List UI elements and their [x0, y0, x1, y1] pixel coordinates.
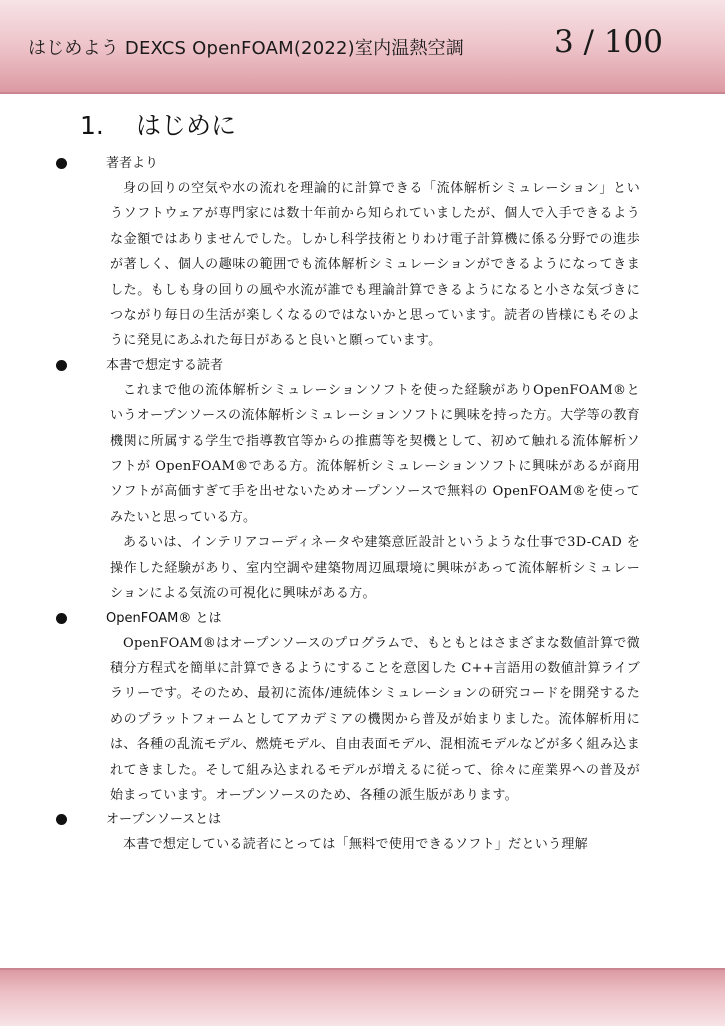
- bullet-icon: [56, 613, 67, 624]
- paragraph: 本書で想定している読者にとっては「無料で使用できるソフト」だという理解: [123, 837, 588, 853]
- bullet-icon: [56, 360, 67, 371]
- section-heading: OpenFOAM® とは: [56, 607, 640, 631]
- chapter-number: 1.: [80, 111, 104, 140]
- paragraph: これまで他の流体解析シミュレーションソフトを使った経験がありOpenFOAM®というオープンソースの流体解析シミュレーションソフトに興味を持った方。大学等の教育機関に所属する学生で指導教官等からの推薦等を契機として、初めて触れる流体解析ソフトが OpenFOAM®である方。流体解析シミュレーションソフトに興味があるが商用ソフトが高価すぎて手を出せないためオープンソースで無料の OpenFOAM®を使ってみたいと思っている方。: [110, 382, 640, 525]
- section-openfoam: [80, 607, 640, 809]
- page-content: [80, 108, 640, 858]
- paragraph: OpenFOAM®はオープンソースのプログラムで、もともとはさまざまな数値計算で微積分方程式を簡単に計算できるようにすることを意図した C++言語用の数値計算ライブラリーです。そのため、最初に流体/連続体シミュレーションの研究コードを開発するためのプラットフォームとしてアカデミアの機関から普及が始まりました。流体解析用には、各種の乱流モデル、燃焼モデル、自由表面モデル、混相流モデルなどが多く組み込まれてきました。そして組み込まれるモデルが増えるに従って、徐々に産業界への普及が始まっています。オープンソースのため、各種の派生版があります。: [110, 635, 640, 803]
- chapter-title: はじめに: [136, 111, 237, 140]
- page-number: 3 / 100: [553, 24, 663, 60]
- paragraph: 身の回りの空気や水の流れを理論的に計算できる「流体解析シミュレーション」というソフトウェアが専門家には数十年前から知られていましたが、個人で入手できるような金額ではありませんでした。しかし科学技術とりわけ電子計算機に係る分野での進歩が著しく、個人の趣味の範囲でも流体解析シミュレーションができるようになってきました。もしも身の回りの風や水流が誰でも理論計算できるようになると小さな気づきにつながり毎日の生活が楽しくなるのではないかと思っています。読者の皆様にもそのように発見にあふれた毎日があると良いと願っています。: [110, 181, 640, 349]
- section-opensource: [80, 808, 640, 857]
- paragraph: あるいは、インテリアコーディネータや建築意匠設計というような仕事で3D-CAD を操作した経験があり、室内空調や建築物周辺風環境に興味があって流体解析シミュレーションによる気流の可視化に興味がある方。: [110, 535, 640, 602]
- bullet-icon: [56, 158, 67, 169]
- chapter-heading: [80, 108, 640, 144]
- page-footer: [0, 968, 725, 1026]
- bullet-icon: [56, 814, 67, 825]
- section-heading: オープンソースとは: [56, 808, 640, 832]
- section-heading: 著者より: [56, 152, 640, 176]
- page-header: [0, 0, 725, 94]
- section-readers: [80, 354, 640, 607]
- section-author: [80, 152, 640, 354]
- document-title: はじめよう DEXCS OpenFOAM(2022)室内温熱空調: [28, 38, 465, 59]
- section-heading: 本書で想定する読者: [56, 354, 640, 378]
